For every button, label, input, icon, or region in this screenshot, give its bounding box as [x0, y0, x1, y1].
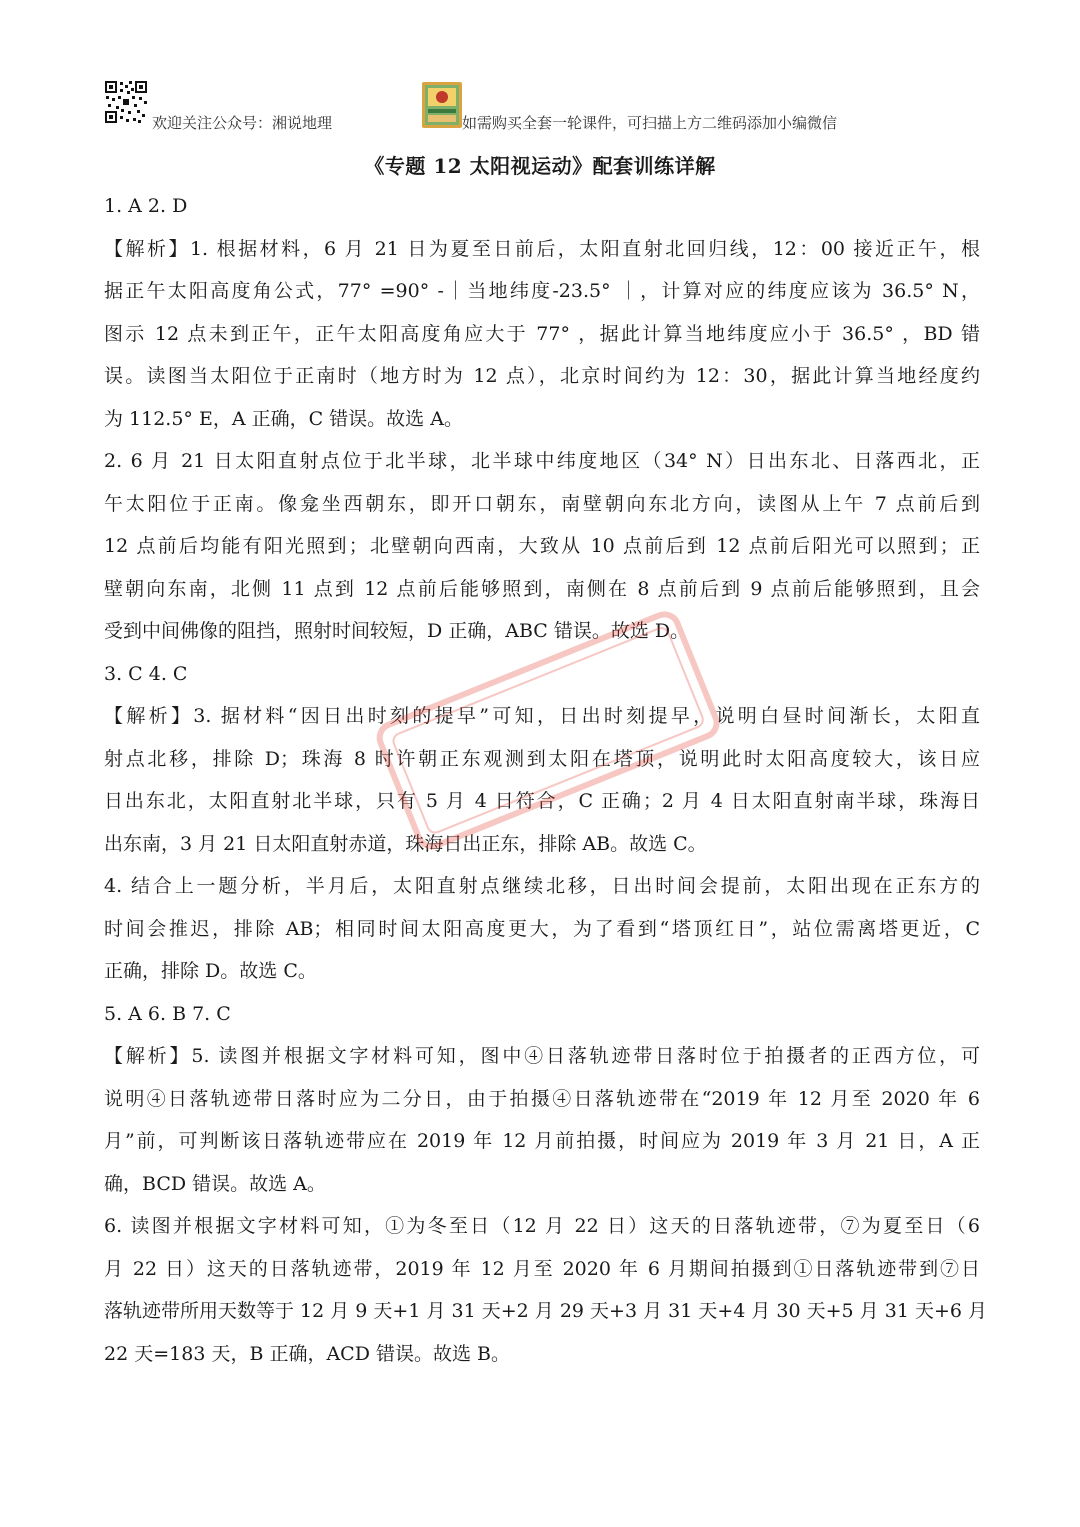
explanation-line: 12 点前后均能有阳光照到；北壁朝向西南，大致从 10 点前后到 12 点前后阳光可以照到；正 — [104, 535, 980, 557]
header-right-text: 如需购买全套一轮课件，可扫描上方二维码添加小编微信 — [462, 114, 838, 132]
promo-thumbnail-icon — [422, 82, 462, 128]
explanation-line: 时间会推迟，排除 AB；相同时间太阳高度更大，为了看到“塔顶红日”，站位需离塔更近，C — [104, 917, 980, 940]
explanation-line: 出东南，3 月 21 日太阳直射赤道，珠海日出正东，排除 AB。故选 C。 — [104, 832, 707, 855]
explanation-line: 月 22 日）这天的日落轨迹带，2019 年 12 月至 2020 年 6 月期间拍摄到①日落轨迹带到⑦日 — [104, 1257, 980, 1280]
explanation-line: 确，BCD 错误。故选 A。 — [104, 1172, 326, 1195]
explanation-line: 6. 读图并根据文字材料可知，①为冬至日（12 月 22 日）这天的日落轨迹带，⑦为夏至日（6 — [104, 1215, 980, 1237]
explanation-line: 【解析】5. 读图并根据文字材料可知，图中④日落轨迹带日落时位于拍摄者的正西方位，可 — [104, 1045, 980, 1067]
explanation-line: 为 112.5° E，A 正确，C 错误。故选 A。 — [104, 407, 463, 430]
explanation-line: 误。读图当太阳位于正南时（地方时为 12 点），北京时间约为 12：30，据此计算当地经度约 — [104, 365, 980, 387]
answer-line: 1. A 2. D — [104, 195, 188, 217]
explanation-line: 【解析】3. 据材料“因日出时刻的提早”可知，日出时刻提早，说明白昼时间渐长，太阳直 — [104, 705, 980, 727]
answer-content — [104, 185, 987, 1375]
explanation-line: 落轨迹带所用天数等于 12 月 9 天+1 月 31 天+2 月 29 天+3 月 31 天+4 月 30 天+5 月 31 天+6 月 — [104, 1300, 987, 1322]
page-header — [104, 78, 984, 134]
explanation-line: 壁朝向东南，北侧 11 点到 12 点前后能够照到，南侧在 8 点前后到 9 点前后能够照到，且会 — [104, 577, 980, 600]
explanation-line: 射点北移，排除 D；珠海 8 时许朝正东观测到太阳在塔顶，说明此时太阳高度较大，该日应 — [104, 747, 980, 770]
explanation-line: 据正午太阳高度角公式，77° =90° -｜当地纬度-23.5° ｜，计算对应的纬度应该为 36.5° N， — [104, 280, 980, 302]
answer-line: 3. C 4. C — [104, 662, 188, 685]
explanation-line: 正确，排除 D。故选 C。 — [104, 960, 317, 982]
header-left-text: 欢迎关注公众号：湘说地理 — [152, 114, 333, 132]
explanation-line: 【解析】1. 根据材料，6 月 21 日为夏至日前后，太阳直射北回归线，12：00 接近正午，根 — [104, 237, 980, 260]
explanation-line: 受到中间佛像的阻挡，照射时间较短，D 正确，ABC 错误。故选 D。 — [104, 620, 690, 642]
explanation-line: 2. 6 月 21 日太阳直射点位于北半球，北半球中纬度地区（34° N）日出东北、日落西北，正 — [104, 450, 980, 472]
qr-code-icon — [104, 80, 148, 124]
explanation-line: 日出东北，太阳直射北半球，只有 5 月 4 日符合，C 正确；2 月 4 日太阳直射南半球，珠海日 — [104, 790, 980, 812]
answer-line: 5. A 6. B 7. C — [104, 1002, 231, 1025]
explanation-line: 说明④日落轨迹带日落时应为二分日，由于拍摄④日落轨迹带在“2019 年 12 月至 2020 年 6 — [104, 1087, 980, 1110]
explanation-line: 图示 12 点未到正午，正午太阳高度角应大于 77° ，据此计算当地纬度应小于 36.5° ，BD 错 — [104, 322, 980, 345]
explanation-line: 月”前，可判断该日落轨迹带应在 2019 年 12 月前拍摄，时间应为 2019 年 3 月 21 日，A 正 — [104, 1130, 980, 1152]
explanation-line: 午太阳位于正南。像龛坐西朝东，即开口朝东，南壁朝向东北方向，读图从上午 7 点前后到 — [104, 492, 980, 515]
document-title: 《专题 12 太阳视运动》配套训练详解 — [364, 154, 716, 178]
explanation-line: 22 天=183 天，B 正确，ACD 错误。故选 B。 — [104, 1342, 510, 1365]
explanation-line: 4. 结合上一题分析，半月后，太阳直射点继续北移，日出时间会提前，太阳出现在正东方的 — [104, 875, 980, 897]
